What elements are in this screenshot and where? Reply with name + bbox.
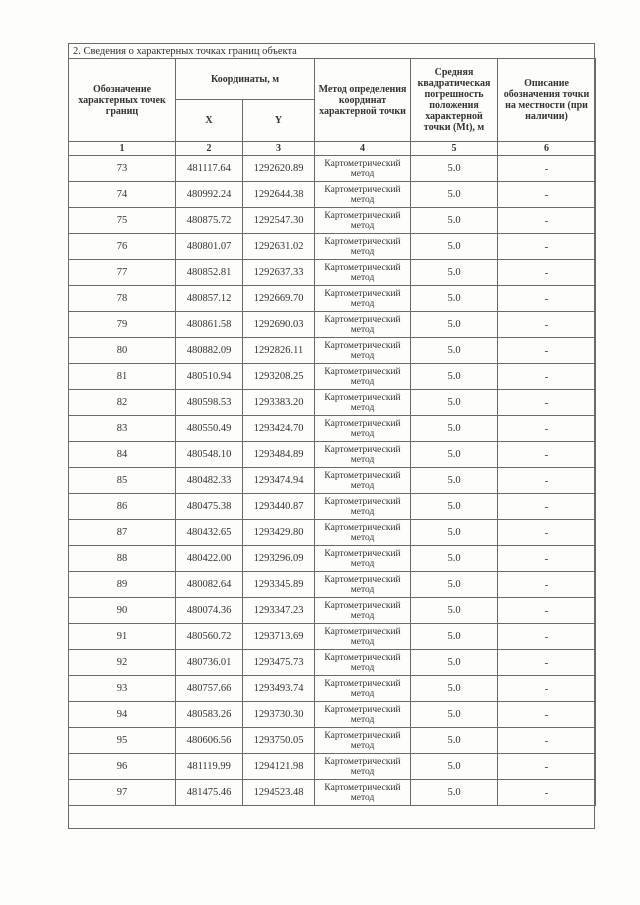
table-row <box>69 624 596 650</box>
cell-x-coordinate: 480606.56 <box>176 728 243 754</box>
table-row <box>69 676 596 702</box>
table-row <box>69 208 596 234</box>
cell-point-number: 85 <box>69 468 176 494</box>
cell-description: - <box>498 598 596 624</box>
cell-point-number: 79 <box>69 312 176 338</box>
cell-point-number: 94 <box>69 702 176 728</box>
cell-x-coordinate: 481475.46 <box>176 780 243 806</box>
table-row <box>69 754 596 780</box>
cell-x-coordinate: 480475.38 <box>176 494 243 520</box>
cell-description: - <box>498 416 596 442</box>
table-row <box>69 234 596 260</box>
cell-method: Картометрический метод <box>315 676 411 702</box>
cell-point-number: 82 <box>69 390 176 416</box>
cell-point-number: 88 <box>69 546 176 572</box>
cell-description: - <box>498 364 596 390</box>
cell-y-coordinate: 1293424.70 <box>243 416 315 442</box>
cell-method: Картометрический метод <box>315 156 411 182</box>
cell-method: Картометрический метод <box>315 260 411 286</box>
cell-point-number: 90 <box>69 598 176 624</box>
table-row <box>69 702 596 728</box>
cell-point-number: 92 <box>69 650 176 676</box>
cell-x-coordinate: 480852.81 <box>176 260 243 286</box>
cell-y-coordinate: 1293347.23 <box>243 598 315 624</box>
cell-description: - <box>498 572 596 598</box>
cell-point-number: 78 <box>69 286 176 312</box>
cell-description: - <box>498 754 596 780</box>
cell-method: Картометрический метод <box>315 234 411 260</box>
cell-y-coordinate: 1293383.20 <box>243 390 315 416</box>
column-number: 5 <box>411 142 498 156</box>
cell-method: Картометрический метод <box>315 286 411 312</box>
cell-error: 5.0 <box>411 728 498 754</box>
table-row <box>69 728 596 754</box>
cell-error: 5.0 <box>411 182 498 208</box>
cell-description: - <box>498 208 596 234</box>
cell-error: 5.0 <box>411 260 498 286</box>
section-title: 2. Сведения о характерных точках границ объекта <box>73 46 297 57</box>
cell-x-coordinate: 480875.72 <box>176 208 243 234</box>
cell-point-number: 87 <box>69 520 176 546</box>
cell-point-number: 97 <box>69 780 176 806</box>
header-description: Описание обозначения точки на местности (при наличии) <box>498 59 596 142</box>
cell-error: 5.0 <box>411 156 498 182</box>
cell-point-number: 93 <box>69 676 176 702</box>
cell-point-number: 84 <box>69 442 176 468</box>
cell-method: Картометрический метод <box>315 728 411 754</box>
cell-error: 5.0 <box>411 546 498 572</box>
table-row <box>69 494 596 520</box>
cell-y-coordinate: 1293730.30 <box>243 702 315 728</box>
cell-error: 5.0 <box>411 208 498 234</box>
cell-y-coordinate: 1294121.98 <box>243 754 315 780</box>
cell-x-coordinate: 480074.36 <box>176 598 243 624</box>
cell-error: 5.0 <box>411 468 498 494</box>
cell-method: Картометрический метод <box>315 598 411 624</box>
cell-y-coordinate: 1293429.80 <box>243 520 315 546</box>
cell-y-coordinate: 1292826.11 <box>243 338 315 364</box>
cell-x-coordinate: 480548.10 <box>176 442 243 468</box>
cell-y-coordinate: 1292637.33 <box>243 260 315 286</box>
header-error: Средняя квадратическая погрешность положения характерной точки (Mt), м <box>411 59 498 142</box>
cell-method: Картометрический метод <box>315 572 411 598</box>
cell-point-number: 89 <box>69 572 176 598</box>
cell-x-coordinate: 480550.49 <box>176 416 243 442</box>
cell-method: Картометрический метод <box>315 338 411 364</box>
header-method: Метод определения координат характерной точки <box>315 59 411 142</box>
cell-y-coordinate: 1293296.09 <box>243 546 315 572</box>
cell-x-coordinate: 480861.58 <box>176 312 243 338</box>
cell-y-coordinate: 1293345.89 <box>243 572 315 598</box>
cell-method: Картометрический метод <box>315 182 411 208</box>
cell-error: 5.0 <box>411 234 498 260</box>
table-row <box>69 286 596 312</box>
table-row <box>69 546 596 572</box>
column-number: 1 <box>69 142 176 156</box>
cell-point-number: 73 <box>69 156 176 182</box>
cell-method: Картометрический метод <box>315 624 411 650</box>
cell-description: - <box>498 520 596 546</box>
cell-method: Картометрический метод <box>315 364 411 390</box>
cell-description: - <box>498 468 596 494</box>
cell-description: - <box>498 494 596 520</box>
cell-description: - <box>498 546 596 572</box>
table-row <box>69 598 596 624</box>
cell-method: Картометрический метод <box>315 546 411 572</box>
cell-method: Картометрический метод <box>315 442 411 468</box>
table-row <box>69 182 596 208</box>
cell-error: 5.0 <box>411 416 498 442</box>
cell-x-coordinate: 480757.66 <box>176 676 243 702</box>
cell-error: 5.0 <box>411 364 498 390</box>
cell-description: - <box>498 182 596 208</box>
cell-y-coordinate: 1293750.05 <box>243 728 315 754</box>
cell-x-coordinate: 480598.53 <box>176 390 243 416</box>
cell-method: Картометрический метод <box>315 650 411 676</box>
cell-method: Картометрический метод <box>315 416 411 442</box>
column-number: 6 <box>498 142 596 156</box>
cell-x-coordinate: 480882.09 <box>176 338 243 364</box>
cell-error: 5.0 <box>411 338 498 364</box>
table-row <box>69 416 596 442</box>
table-row <box>69 312 596 338</box>
cell-y-coordinate: 1294523.48 <box>243 780 315 806</box>
cell-method: Картометрический метод <box>315 702 411 728</box>
cell-error: 5.0 <box>411 494 498 520</box>
cell-x-coordinate: 480510.94 <box>176 364 243 390</box>
cell-description: - <box>498 156 596 182</box>
cell-error: 5.0 <box>411 520 498 546</box>
cell-point-number: 77 <box>69 260 176 286</box>
cell-error: 5.0 <box>411 780 498 806</box>
cell-method: Картометрический метод <box>315 208 411 234</box>
cell-point-number: 80 <box>69 338 176 364</box>
cell-error: 5.0 <box>411 598 498 624</box>
cell-x-coordinate: 480482.33 <box>176 468 243 494</box>
cell-description: - <box>498 234 596 260</box>
header-point-designation: Обозначение характерных точек границ <box>69 59 176 142</box>
cell-point-number: 96 <box>69 754 176 780</box>
cell-description: - <box>498 286 596 312</box>
cell-y-coordinate: 1293474.94 <box>243 468 315 494</box>
cell-error: 5.0 <box>411 442 498 468</box>
cell-method: Картометрический метод <box>315 494 411 520</box>
cell-description: - <box>498 702 596 728</box>
cell-x-coordinate: 481119.99 <box>176 754 243 780</box>
table-row <box>69 260 596 286</box>
cell-method: Картометрический метод <box>315 780 411 806</box>
cell-y-coordinate: 1293475.73 <box>243 650 315 676</box>
cell-x-coordinate: 480560.72 <box>176 624 243 650</box>
cell-x-coordinate: 481117.64 <box>176 156 243 182</box>
header-y: Y <box>243 100 315 142</box>
table-row <box>69 338 596 364</box>
cell-error: 5.0 <box>411 572 498 598</box>
cell-description: - <box>498 260 596 286</box>
cell-y-coordinate: 1293493.74 <box>243 676 315 702</box>
table-row <box>69 572 596 598</box>
cell-error: 5.0 <box>411 390 498 416</box>
cell-error: 5.0 <box>411 650 498 676</box>
cell-description: - <box>498 312 596 338</box>
cell-method: Картометрический метод <box>315 754 411 780</box>
table-row <box>69 780 596 806</box>
cell-description: - <box>498 676 596 702</box>
cell-point-number: 91 <box>69 624 176 650</box>
cell-x-coordinate: 480992.24 <box>176 182 243 208</box>
cell-y-coordinate: 1292631.02 <box>243 234 315 260</box>
cell-y-coordinate: 1292547.30 <box>243 208 315 234</box>
cell-x-coordinate: 480736.01 <box>176 650 243 676</box>
cell-description: - <box>498 338 596 364</box>
cell-description: - <box>498 780 596 806</box>
cell-error: 5.0 <box>411 676 498 702</box>
cell-point-number: 81 <box>69 364 176 390</box>
cell-error: 5.0 <box>411 702 498 728</box>
cell-point-number: 83 <box>69 416 176 442</box>
cell-point-number: 74 <box>69 182 176 208</box>
cell-y-coordinate: 1293208.25 <box>243 364 315 390</box>
cell-x-coordinate: 480801.07 <box>176 234 243 260</box>
cell-y-coordinate: 1292644.38 <box>243 182 315 208</box>
table-row <box>69 520 596 546</box>
cell-point-number: 76 <box>69 234 176 260</box>
cell-y-coordinate: 1292690.03 <box>243 312 315 338</box>
cell-x-coordinate: 480082.64 <box>176 572 243 598</box>
cell-error: 5.0 <box>411 754 498 780</box>
cell-y-coordinate: 1292669.70 <box>243 286 315 312</box>
cell-description: - <box>498 442 596 468</box>
cell-method: Картометрический метод <box>315 390 411 416</box>
table-body <box>69 156 596 806</box>
cell-y-coordinate: 1293440.87 <box>243 494 315 520</box>
cell-y-coordinate: 1293484.89 <box>243 442 315 468</box>
cell-x-coordinate: 480583.26 <box>176 702 243 728</box>
cell-x-coordinate: 480432.65 <box>176 520 243 546</box>
cell-y-coordinate: 1293713.69 <box>243 624 315 650</box>
boundary-points-table <box>68 58 596 806</box>
cell-error: 5.0 <box>411 624 498 650</box>
header-coordinates: Координаты, м <box>176 59 315 100</box>
table-row <box>69 364 596 390</box>
cell-description: - <box>498 728 596 754</box>
cell-error: 5.0 <box>411 312 498 338</box>
table-row <box>69 390 596 416</box>
table-row <box>69 650 596 676</box>
cell-point-number: 86 <box>69 494 176 520</box>
cell-description: - <box>498 650 596 676</box>
cell-y-coordinate: 1292620.89 <box>243 156 315 182</box>
cell-x-coordinate: 480857.12 <box>176 286 243 312</box>
cell-description: - <box>498 624 596 650</box>
cell-point-number: 95 <box>69 728 176 754</box>
cell-error: 5.0 <box>411 286 498 312</box>
table-row <box>69 468 596 494</box>
cell-point-number: 75 <box>69 208 176 234</box>
column-number: 2 <box>176 142 243 156</box>
document-frame <box>68 43 595 829</box>
column-number: 4 <box>315 142 411 156</box>
cell-description: - <box>498 390 596 416</box>
cell-method: Картометрический метод <box>315 312 411 338</box>
cell-method: Картометрический метод <box>315 520 411 546</box>
column-number: 3 <box>243 142 315 156</box>
header-x: X <box>176 100 243 142</box>
table-row <box>69 442 596 468</box>
cell-x-coordinate: 480422.00 <box>176 546 243 572</box>
table-row <box>69 156 596 182</box>
cell-method: Картометрический метод <box>315 468 411 494</box>
